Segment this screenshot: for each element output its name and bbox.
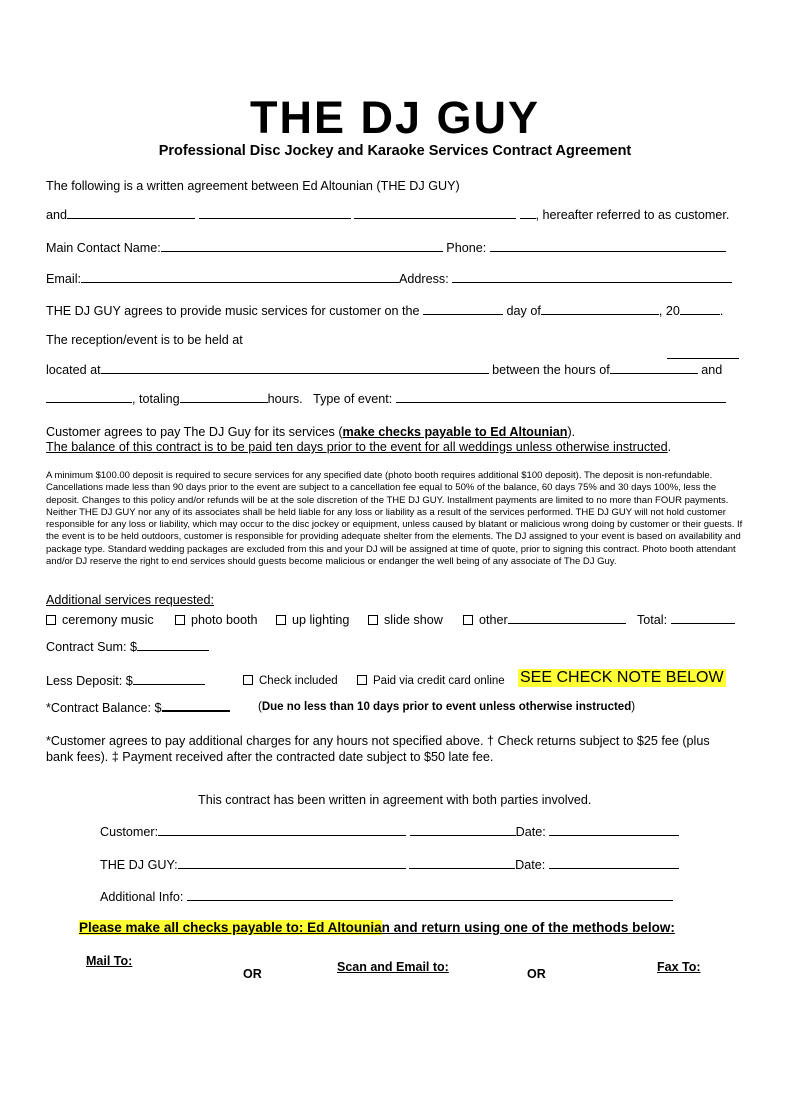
totaling-row	[46, 392, 726, 406]
customer-suffix: , hereafter referred to as customer.	[535, 208, 730, 222]
slide-show-label: slide show	[384, 613, 443, 627]
email-label: Email:	[46, 272, 81, 286]
location-field[interactable]	[101, 372, 489, 374]
or-label-1: OR	[243, 967, 262, 981]
scan-email-label: Scan and Email to:	[337, 960, 449, 974]
contract-sum-label: Contract Sum: $	[46, 640, 137, 654]
dj-date-label: Date:	[515, 858, 546, 872]
page-subtitle: Professional Disc Jockey and Karaoke Services Contract Agreement	[158, 143, 632, 159]
located-label: located at	[46, 363, 101, 377]
email-field[interactable]	[81, 281, 399, 283]
contract-balance-label: *Contract Balance: $	[46, 701, 162, 715]
additional-info-row	[100, 890, 673, 904]
dj-signature-field-2[interactable]	[409, 867, 515, 869]
service-date-row	[46, 304, 723, 318]
main-contact-label: Main Contact Name:	[46, 241, 161, 255]
customer-name-field-1[interactable]	[67, 217, 195, 219]
year-field[interactable]	[680, 313, 720, 315]
fax-to-label: Fax To:	[657, 960, 701, 974]
dj-sig-label: THE DJ GUY:	[100, 858, 178, 872]
intro-text: The following is a written agreement between Ed Altounian (THE DJ GUY)	[46, 179, 460, 193]
email-row	[46, 272, 732, 286]
balance-terms-text: The balance of this contract is to be paid ten days prior to the event for all weddings unless otherwise instructed	[46, 440, 668, 454]
hours-field[interactable]	[180, 401, 268, 403]
dj-signature-field[interactable]	[178, 867, 406, 869]
contract-balance-field[interactable]	[162, 709, 230, 712]
customer-name-field-4[interactable]	[520, 217, 536, 219]
or-label-2: OR	[527, 967, 546, 981]
address-label: Address:	[399, 272, 449, 286]
checks-note-rest: n and return using one of the methods below:	[381, 920, 675, 935]
ceremony-label: ceremony music	[62, 613, 154, 627]
dj-date-field[interactable]	[549, 867, 679, 869]
year-prefix: , 20	[658, 304, 680, 318]
checks-note-highlight: Please make all checks payable to: Ed Altounia	[79, 920, 382, 935]
page-title: THE DJ GUY	[249, 92, 541, 143]
contract-sum-field[interactable]	[137, 649, 209, 651]
day-of-label: day of	[506, 304, 541, 318]
and-label: and	[46, 208, 68, 222]
balance-note	[258, 701, 635, 713]
payment-text: Customer agrees to pay The DJ Guy for its services (	[46, 425, 343, 439]
main-contact-field[interactable]	[161, 250, 443, 252]
fine-print: A minimum $100.00 deposit is required to secure services for any specified date (photo booth requires additional $100 deposit). The deposit is non-refundable. Cancellations made less than 90 days prior to the event are subject to a cancellation fee equal to 50% of the balance, 60 days 75% and 30 days 100%, less the deposit. Changes to this policy and/or refunds will be at the sole discretion of the THE DJ GUY. Installment payments are limited to no more than FOUR payments. Neither THE DJ GUY nor any of its associates shall be held liable for any loss or liability as a result of the services performed. THE DJ GUY will not hold customer responsible for any loss or liability, which may occur to the disc jockey or equipment, unless caused by blatant or malicious wrong doing by customer or their guests. If the event is to be held outdoors, customer is responsible for providing adequate shelter from the elements. The DJ assigned to your event is based on availability and package type. Standard wedding packages are excluded from this and your DJ will be assigned at time of quote, prior to signing this contract. Photo booth attendant and/or DJ reserve the right to end services should guests become malicious or endanger the well being of any associate of The DJ Guy.	[46, 470, 743, 568]
up-lighting-label: up lighting	[292, 613, 350, 627]
total-label: Total:	[637, 613, 668, 627]
photo-booth-checkbox[interactable]	[175, 615, 185, 625]
checks-payable-text: make checks payable to Ed Altounian	[342, 425, 568, 439]
customer-signature-field[interactable]	[158, 834, 406, 836]
additional-charges-text: *Customer agrees to pay additional charges for any hours not specified above. † Check returns subject to $25 fee (plus bank fees). ‡ Payment received after the contracted date subject to $50 late fee.	[46, 734, 710, 764]
checks-note	[79, 920, 675, 935]
customer-name-field-3[interactable]	[354, 217, 516, 219]
year-period: .	[719, 304, 724, 318]
agreement-text: This contract has been written in agreement with both parties involved.	[198, 793, 592, 807]
less-deposit-label: Less Deposit: $	[46, 674, 133, 688]
additional-services-label: Additional services requested:	[46, 593, 215, 607]
customer-date-label: Date:	[515, 825, 546, 839]
additional-info-field[interactable]	[187, 899, 673, 901]
services-row	[46, 613, 154, 627]
address-field[interactable]	[452, 281, 732, 283]
balance-note-close: )	[631, 701, 636, 713]
location-row	[46, 363, 722, 377]
check-included-label: Check included	[259, 675, 338, 687]
customer-name-field-2[interactable]	[199, 217, 351, 219]
mail-to-label: Mail To:	[86, 954, 133, 968]
balance-note-open: (	[258, 701, 262, 713]
dj-signature-row	[100, 858, 679, 872]
less-deposit-row	[46, 674, 205, 688]
photo-booth-label: photo booth	[191, 613, 258, 627]
additional-info-label: Additional Info:	[100, 890, 184, 904]
customer-signature-row	[100, 825, 679, 839]
other-field[interactable]	[508, 622, 626, 624]
main-contact-row	[46, 241, 726, 255]
credit-card-label: Paid via credit card online	[373, 675, 505, 687]
reception-label: The reception/event is to be held at	[46, 333, 243, 347]
balance-terms-period: .	[667, 440, 672, 454]
start-time-field[interactable]	[610, 372, 698, 374]
phone-label: Phone:	[446, 241, 487, 255]
event-type-field[interactable]	[396, 401, 726, 403]
hours-label: hours.	[267, 392, 303, 406]
contract-sum-row	[46, 640, 209, 654]
phone-field[interactable]	[490, 250, 726, 252]
credit-card-checkbox[interactable]	[357, 675, 367, 685]
end-time-field[interactable]	[46, 401, 132, 403]
payment-line-1	[46, 425, 575, 439]
customer-date-field[interactable]	[549, 834, 679, 836]
ceremony-checkbox[interactable]	[46, 615, 56, 625]
customer-signature-field-2[interactable]	[410, 834, 516, 836]
day-field[interactable]	[423, 313, 503, 315]
check-included-checkbox[interactable]	[243, 675, 253, 685]
check-note-badge: SEE CHECK NOTE BELOW	[520, 669, 724, 686]
customer-name-row	[46, 208, 729, 222]
total-field[interactable]	[671, 622, 735, 624]
slide-show-checkbox[interactable]	[368, 615, 378, 625]
payment-text-end: ).	[567, 425, 576, 439]
month-field[interactable]	[541, 313, 659, 315]
up-lighting-checkbox[interactable]	[276, 615, 286, 625]
deposit-field[interactable]	[133, 683, 205, 685]
service-text: THE DJ GUY agrees to provide music services for customer on the	[46, 304, 420, 318]
customer-sig-label: Customer:	[100, 825, 159, 839]
other-label: other	[479, 613, 508, 627]
between-label: between the hours of	[492, 363, 610, 377]
reception-field[interactable]	[667, 357, 739, 359]
balance-note-text: Due no less than 10 days prior to event unless otherwise instructed	[261, 701, 632, 713]
other-checkbox[interactable]	[463, 615, 473, 625]
event-type-label: Type of event:	[313, 392, 393, 406]
contract-balance-row	[46, 701, 230, 715]
and-word: and	[701, 363, 723, 377]
payment-line-2	[46, 440, 671, 454]
totaling-label: , totaling	[132, 392, 180, 406]
